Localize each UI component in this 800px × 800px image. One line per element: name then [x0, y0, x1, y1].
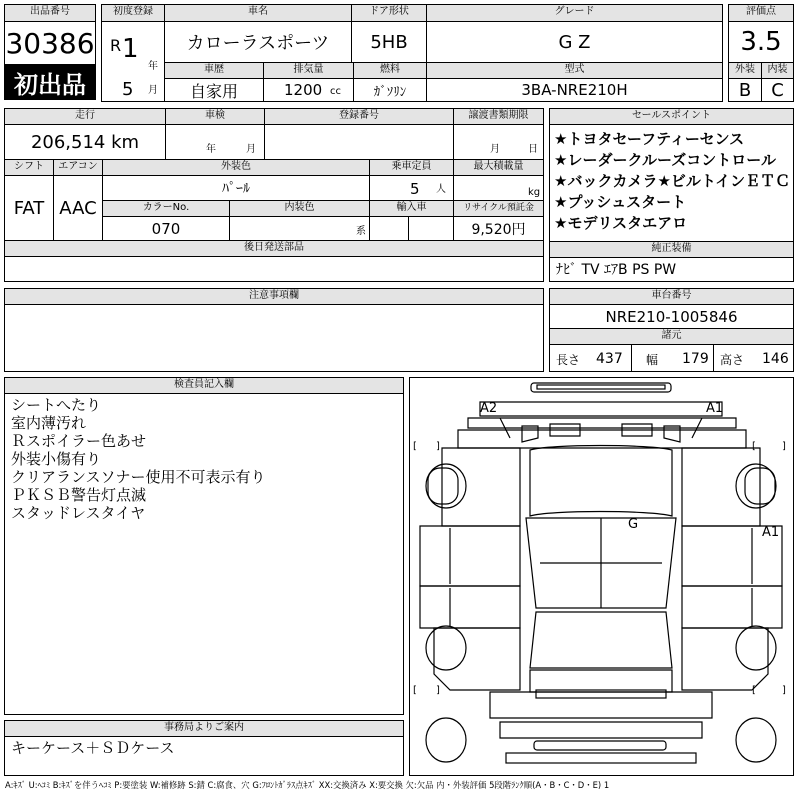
- legend-text: A:ｷｽﾞ U:ﾍｺﾐ B:ｷｽﾞを伴うﾍｺﾐ P:要塗装 W:補修跡 S:錆 C:腐食、穴 G:ﾌﾛﾝﾄｶﾞﾗｽ点ｷｽﾞ XX:交換済み X:要交換 欠:欠品 内・外装評価 5段階ﾗﾝｸ順(A・B・C・D・E) 1: [5, 780, 610, 790]
- inspection-label: 車検: [165, 108, 265, 125]
- sales-point: ★モデリスタエアロ: [554, 214, 688, 232]
- office-value: キーケース＋ＳＤケース: [11, 739, 175, 757]
- inspector-box: [4, 393, 404, 715]
- fuel-value: ｶﾞｿﾘﾝ: [373, 84, 407, 100]
- ext-grade-box: [728, 78, 762, 102]
- ac-box: [53, 175, 103, 241]
- door-box: [351, 21, 427, 63]
- width-label: 幅: [646, 353, 659, 367]
- history-value: 自家用: [189, 81, 238, 101]
- car-outline-icon: [410, 378, 793, 775]
- ext-grade: B: [738, 79, 752, 101]
- later-parts-box: [4, 256, 544, 282]
- length-label: 長さ: [556, 353, 581, 367]
- doc-month-unit: 月: [490, 144, 500, 155]
- int-grade-box: [761, 78, 794, 102]
- inspector-line: 外装小傷有り: [11, 450, 102, 468]
- length-value: 437: [596, 351, 623, 367]
- reg-box: [101, 21, 165, 102]
- color-no-label: カラーNo.: [102, 200, 230, 217]
- sales-points-box: [549, 124, 794, 242]
- damage-mark: A2: [480, 401, 498, 416]
- reg-label: 初度登録: [101, 4, 165, 22]
- mileage-value: 206,514 km: [30, 131, 140, 153]
- model-name: カローラスポーツ: [186, 33, 330, 54]
- inspector-line: クリアランスソナー使用不可表示有り: [11, 468, 266, 486]
- equipment-label: 純正装備: [549, 241, 794, 258]
- door-label: ドア形状: [351, 4, 427, 22]
- disp-unit: cc: [330, 86, 341, 97]
- grade-value: G Z: [558, 31, 591, 53]
- plate-label: 登録番号: [264, 108, 454, 125]
- inspector-label: 検査員記入欄: [4, 377, 404, 394]
- type-label: 型式: [426, 62, 723, 79]
- plate-box: [264, 124, 454, 160]
- bracket: [: [413, 441, 417, 452]
- bracket: ]: [436, 685, 440, 696]
- sales-point: ★トヨタセーフティーセンス: [554, 130, 745, 148]
- ext-grade-label: 外装: [728, 62, 762, 79]
- bracket: ]: [782, 441, 786, 452]
- doc-day-unit: 日: [528, 144, 538, 155]
- ac-value: AAC: [59, 197, 97, 219]
- grade-label: グレード: [426, 4, 723, 22]
- seats-label: 乗車定員: [369, 159, 454, 176]
- inspector-line: シートへたり: [11, 396, 102, 414]
- height-value: 146: [762, 351, 789, 367]
- int-color-box: [229, 216, 370, 241]
- seats-unit: 人: [436, 184, 446, 195]
- shift-label: シフト: [4, 159, 54, 176]
- fuel-label: 燃料: [353, 62, 427, 79]
- int-grade: C: [771, 79, 784, 101]
- shift-value: FAT: [13, 197, 45, 219]
- history-box: [164, 78, 264, 102]
- lot-no-label: 出品番号: [4, 4, 96, 22]
- score-label: 評価点: [728, 4, 794, 22]
- chassis-value: NRE210-1005846: [605, 307, 738, 326]
- int-color-unit: 系: [356, 226, 366, 237]
- model-label: 車名: [164, 4, 352, 22]
- width-box: [631, 344, 714, 372]
- int-grade-label: 内装: [761, 62, 794, 79]
- history-label: 車歴: [164, 62, 264, 79]
- bracket: [: [752, 685, 756, 696]
- door-type: 5HB: [370, 31, 408, 53]
- color-no-box: [102, 216, 230, 241]
- type-value: 3BA-NRE210H: [521, 81, 628, 99]
- height-label: 高さ: [720, 353, 745, 367]
- recycle-label: リサイクル預託金: [453, 200, 544, 217]
- int-color-label: 内装色: [229, 200, 370, 217]
- load-label: 最大積載量: [453, 159, 544, 176]
- length-box: [549, 344, 632, 372]
- reg-year: 1: [122, 34, 139, 64]
- sales-points-label: セールスポイント: [549, 108, 794, 125]
- ext-color-box: [102, 175, 370, 201]
- lot-no-box: [4, 21, 96, 65]
- width-value: 179: [682, 351, 709, 367]
- damage-mark: A1: [706, 401, 724, 416]
- first-listing-text: 初出品: [14, 70, 86, 99]
- office-box: [4, 736, 404, 776]
- sales-point: ★プッシュスタート: [554, 193, 687, 211]
- inspector-line: スタッドレスタイヤ: [11, 504, 146, 522]
- doc-box: [453, 124, 544, 160]
- chassis-label: 車台番号: [549, 288, 794, 305]
- doc-label: 譲渡書類期限: [453, 108, 544, 125]
- bracket: [: [413, 685, 417, 696]
- reg-era: R: [110, 36, 122, 55]
- ext-color-value: ﾊﾟｰﾙ: [222, 181, 250, 197]
- insp-month-unit: 月: [246, 144, 256, 155]
- grade-box: [426, 21, 723, 63]
- disp-value: 1200: [284, 81, 323, 99]
- damage-mark: A1: [762, 525, 780, 540]
- notes-label: 注意事項欄: [4, 288, 544, 305]
- type-box: [426, 78, 723, 102]
- equipment-box: [549, 257, 794, 282]
- model-box: [164, 21, 352, 63]
- seats-value: 5: [410, 180, 420, 198]
- insp-year-unit: 年: [206, 144, 216, 155]
- sales-point: ★レーダークルーズコントロール: [554, 151, 776, 169]
- bracket: ]: [436, 441, 440, 452]
- load-box: [453, 175, 544, 201]
- notes-box: [4, 304, 544, 372]
- inspector-line: ＰＫＳＢ警告灯点滅: [11, 486, 147, 504]
- damage-mark: G: [628, 517, 639, 532]
- ac-label: エアコン: [53, 159, 103, 176]
- import-label: 輸入車: [369, 200, 454, 217]
- mileage-label: 走行: [4, 108, 166, 125]
- inspector-line: Ｒスポイラー色あせ: [11, 432, 147, 450]
- bracket: ]: [782, 685, 786, 696]
- score-box: [728, 21, 794, 63]
- equipment-value: ﾅﾋﾞ TV ｴｱB PS PW: [556, 262, 677, 278]
- sales-point: ★バックカメラ★ビルトインＥＴＣ: [554, 172, 791, 190]
- lot-number: 30386: [5, 26, 95, 60]
- car-diagram: [409, 377, 794, 776]
- fuel-box: [353, 78, 427, 102]
- shift-box: [4, 175, 54, 241]
- office-label: 事務局よりご案内: [4, 720, 404, 737]
- dims-label: 諸元: [549, 328, 794, 345]
- inspector-line: 室内薄汚れ: [11, 414, 87, 432]
- reg-month: 5: [122, 79, 134, 100]
- disp-label: 排気量: [263, 62, 354, 79]
- score-value: 3.5: [740, 27, 782, 57]
- disp-box: [263, 78, 354, 102]
- height-box: [713, 344, 794, 372]
- chassis-box: [549, 304, 794, 329]
- load-unit: kg: [528, 187, 541, 198]
- first-listing-badge: [4, 64, 96, 100]
- mileage-box: [4, 124, 166, 160]
- import-box-b: [408, 216, 454, 241]
- import-box-a: [369, 216, 409, 241]
- recycle-value: 9,520円: [471, 221, 526, 238]
- month-unit: 月: [148, 85, 158, 96]
- year-unit: 年: [148, 61, 158, 72]
- color-no-value: 070: [151, 219, 181, 238]
- bracket: [: [752, 441, 756, 452]
- ext-color-label: 外装色: [102, 159, 370, 176]
- recycle-box: [453, 216, 544, 241]
- later-parts-label: 後日発送部品: [4, 240, 544, 257]
- inspection-box: [165, 124, 265, 160]
- seats-box: [369, 175, 454, 201]
